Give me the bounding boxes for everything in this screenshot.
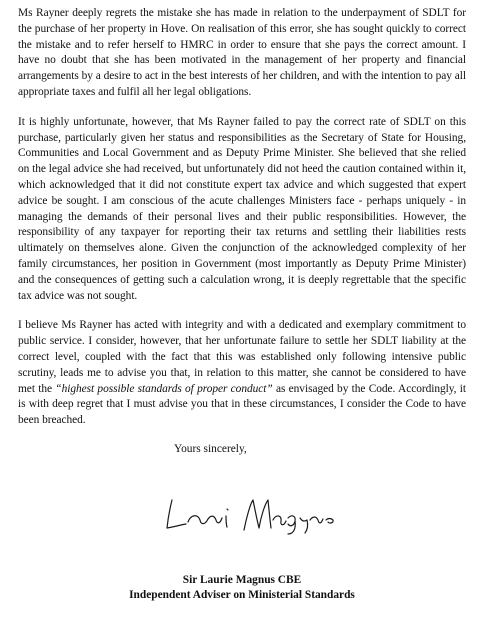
signatory-name: Sir Laurie Magnus CBE <box>182 573 302 586</box>
paragraph-rayner-regrets: Ms Rayner deeply regrets the mistake she has made in relation to the underpayment of SDLT for the purchase of her property in Hove. On realisation of this error, she has sought quickly to correct the mistake and to refer herself to HMRC in order to ensure that she pays the correct amount. I have no doubt that she has been motivated in the management of her property and financial arrangements by a desire to act in the best interests of her children, and with the intention to pay all appropriate taxes and fulfil all her legal obligations. <box>18 7 466 98</box>
paragraph-code-breach <box>18 318 466 429</box>
paragraph-code-breach-start: I believe Ms Rayner has acted with integrity and with a dedicated and exemplary commitment to public service. I consider, however, that her unfortunate failure to settle her SDLT liability at the correct level, coupled with the fact that this was established only following intensive public scrutiny, leads me to advise you that, in relation to this matter, she cannot be considered to have met the <box>18 319 466 395</box>
paragraph-code-breach-end: as envisaged by the Code. Accordingly, it is with deep regret that I must advise you that in these circumstances, I consider the Code to have been breached. <box>18 382 466 427</box>
letter-body <box>18 6 466 604</box>
handwritten-signature <box>158 494 348 536</box>
signatory-title: Independent Adviser on Ministerial Standards <box>129 589 355 602</box>
signatory-block <box>18 573 466 604</box>
paragraph-sdlt-failure: It is highly unfortunate, however, that Ms Rayner failed to pay the correct rate of SDLT on this purchase, particularly given her status and responsibilities as the Secretary of State for Housing, Communities and Local Government and as Deputy Prime Minister. She believed that she relied on the legal advice she had received, but unfortunately did not heed the caution contained within it, which acknowledged that it did not constitute expert tax advice and which suggested that expert advice be sought. I am conscious of the acute challenges Ministers face - perhaps uniquely - in managing the demands of their personal lives and their public responsibilities. However, the responsibility of any taxpayer for reporting their tax returns and settling their liabilities rests ultimately on themselves alone. Given the conjunction of the acknowledged complexity of her family circumstances, her position in Government (most importantly as Deputy Prime Minister) and the consequences of getting such a calculation wrong, it is deeply regrettable that the specific tax advice was not sought. <box>18 115 466 302</box>
closing-salutation: Yours sincerely, <box>174 442 247 455</box>
code-quote: “highest possible standards of proper conduct” <box>55 382 273 395</box>
